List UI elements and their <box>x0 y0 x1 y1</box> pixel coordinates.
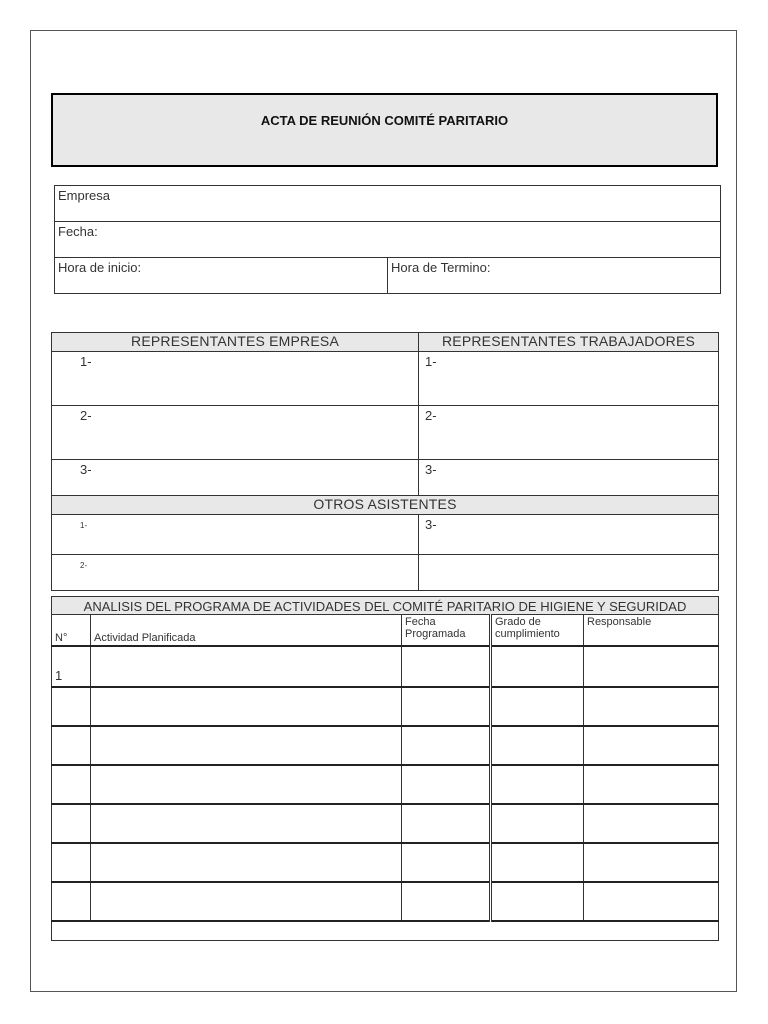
actividad-cell[interactable] <box>91 687 402 726</box>
hora-inicio-label: Hora de inicio: <box>58 260 142 275</box>
analisis-table <box>51 596 719 941</box>
actividad-cell[interactable] <box>91 765 402 804</box>
responsable-cell[interactable] <box>584 726 719 765</box>
row-number[interactable] <box>52 843 91 882</box>
empresa-rep-2[interactable]: 2- <box>52 406 419 460</box>
hora-termino-label: Hora de Termino: <box>391 260 491 275</box>
document-page <box>30 30 737 992</box>
analisis-header: ANALISIS DEL PROGRAMA DE ACTIVIDADES DEL COMITÉ PARITARIO DE HIGIENE Y SEGURIDAD <box>52 597 719 615</box>
responsable-cell[interactable] <box>584 687 719 726</box>
row-number[interactable] <box>52 882 91 921</box>
responsable-cell[interactable] <box>584 765 719 804</box>
fecha-cell[interactable] <box>402 765 491 804</box>
otros-asistentes-header: OTROS ASISTENTES <box>52 496 719 515</box>
trabajador-rep-1[interactable]: 1- <box>419 352 719 406</box>
fecha-label: Fecha: <box>58 224 98 239</box>
col-fecha-header: Fecha Programada <box>402 615 491 647</box>
row-number[interactable] <box>52 726 91 765</box>
col-responsable-header: Responsable <box>584 615 719 647</box>
col-num-header: N° <box>52 615 91 647</box>
hora-inicio-field[interactable] <box>55 258 388 294</box>
actividad-cell[interactable] <box>91 843 402 882</box>
grado-cell[interactable] <box>491 726 584 765</box>
representantes-empresa-header: REPRESENTANTES EMPRESA <box>52 333 419 352</box>
col-actividad-header: Actividad Planificada <box>91 615 402 647</box>
col-grado-header: Grado de cumplimiento <box>491 615 584 647</box>
trabajador-rep-2[interactable]: 2- <box>419 406 719 460</box>
empresa-field[interactable] <box>55 186 721 222</box>
otro-asistente-1[interactable]: 1- <box>52 515 419 555</box>
actividad-cell[interactable] <box>91 882 402 921</box>
grado-cell[interactable] <box>491 882 584 921</box>
empresa-label: Empresa <box>58 188 111 203</box>
empresa-rep-3[interactable]: 3- <box>52 460 419 496</box>
info-table <box>54 185 721 294</box>
table-row <box>52 765 719 804</box>
trabajador-rep-3[interactable]: 3- <box>419 460 719 496</box>
grado-cell[interactable] <box>491 687 584 726</box>
row-number[interactable] <box>52 804 91 843</box>
table-row <box>52 646 719 687</box>
row-number[interactable] <box>52 765 91 804</box>
otro-asistente-3[interactable]: 3- <box>419 515 719 555</box>
responsable-cell[interactable] <box>584 843 719 882</box>
actividad-cell[interactable] <box>91 804 402 843</box>
fecha-cell[interactable] <box>402 843 491 882</box>
responsable-cell[interactable] <box>584 804 719 843</box>
fecha-field[interactable] <box>55 222 721 258</box>
representantes-trabajadores-header: REPRESENTANTES TRABAJADORES <box>419 333 719 352</box>
empresa-rep-1[interactable]: 1- <box>52 352 419 406</box>
actividad-cell[interactable] <box>91 646 402 687</box>
responsable-cell[interactable] <box>584 646 719 687</box>
responsable-cell[interactable] <box>584 882 719 921</box>
hora-termino-field[interactable] <box>388 258 721 294</box>
fecha-cell[interactable] <box>402 726 491 765</box>
table-row <box>52 804 719 843</box>
table-row <box>52 882 719 921</box>
table-row <box>52 843 719 882</box>
table-row <box>52 687 719 726</box>
grado-cell[interactable] <box>491 765 584 804</box>
row-number: 1 <box>52 646 91 687</box>
otro-asistente-2[interactable]: 2- <box>52 555 419 591</box>
fecha-cell[interactable] <box>402 687 491 726</box>
representantes-table <box>51 332 719 591</box>
grado-cell[interactable] <box>491 843 584 882</box>
document-title: ACTA DE REUNIÓN COMITÉ PARITARIO <box>51 93 718 167</box>
fecha-cell[interactable] <box>402 882 491 921</box>
actividad-cell[interactable] <box>91 726 402 765</box>
table-row <box>52 726 719 765</box>
table-footer-row <box>52 921 719 941</box>
fecha-cell[interactable] <box>402 646 491 687</box>
grado-cell[interactable] <box>491 646 584 687</box>
fecha-cell[interactable] <box>402 804 491 843</box>
grado-cell[interactable] <box>491 804 584 843</box>
otro-asistente-empty[interactable] <box>419 555 719 591</box>
row-number[interactable] <box>52 687 91 726</box>
